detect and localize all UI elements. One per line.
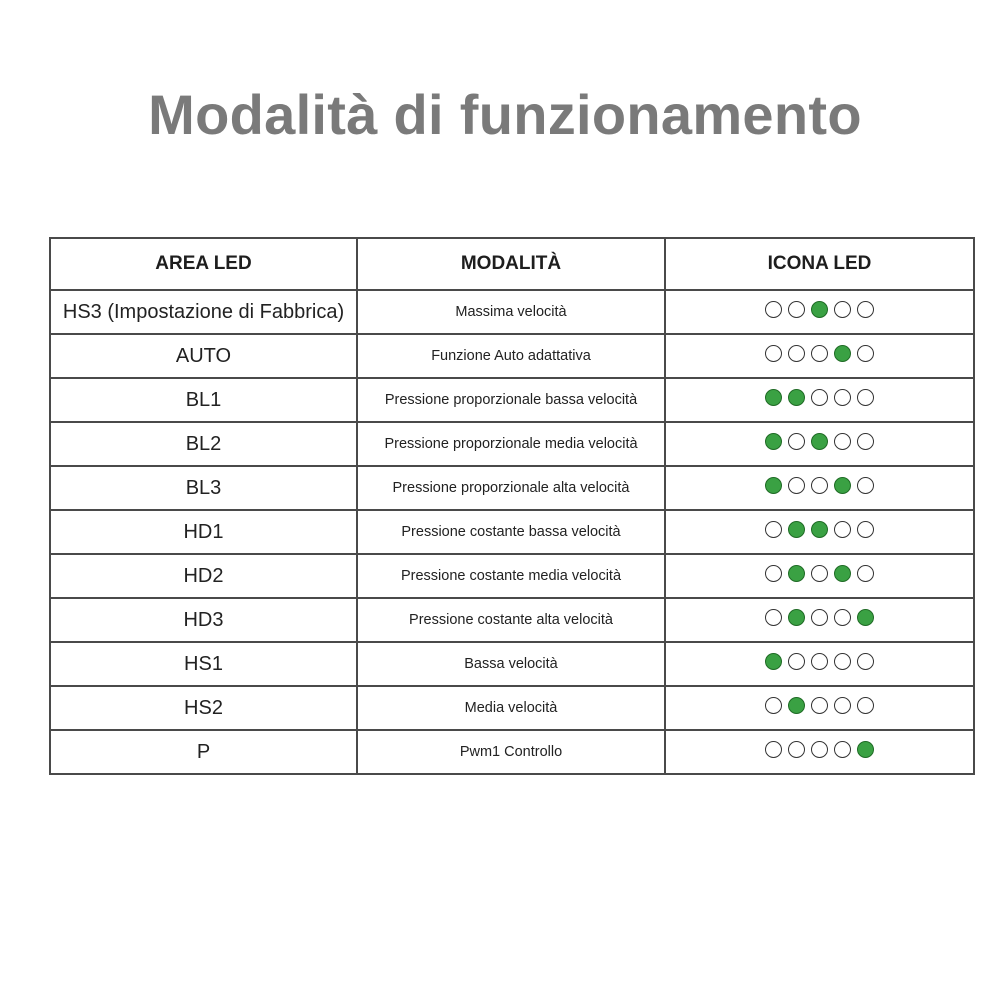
mode-cell: Pressione proporzionale media velocità: [357, 422, 665, 466]
mode-cell: Pwm1 Controllo: [357, 730, 665, 774]
led-on-icon: [788, 697, 805, 714]
led-indicator-group: [765, 697, 874, 714]
led-indicator-group: [765, 477, 874, 494]
led-off-icon: [857, 521, 874, 538]
table-row: [50, 334, 974, 378]
led-off-icon: [834, 521, 851, 538]
led-off-icon: [788, 345, 805, 362]
led-off-icon: [834, 389, 851, 406]
led-on-icon: [834, 477, 851, 494]
led-off-icon: [788, 433, 805, 450]
area-led-cell: P: [50, 730, 357, 774]
led-indicator-group: [765, 433, 874, 450]
led-icon-cell: [665, 334, 974, 378]
led-off-icon: [765, 301, 782, 318]
led-off-icon: [834, 697, 851, 714]
led-off-icon: [765, 741, 782, 758]
led-off-icon: [857, 433, 874, 450]
page-title: Modalità di funzionamento: [148, 83, 862, 146]
led-indicator-group: [765, 389, 874, 406]
led-icon-cell: [665, 290, 974, 334]
led-icon-cell: [665, 510, 974, 554]
led-on-icon: [788, 565, 805, 582]
led-off-icon: [765, 345, 782, 362]
led-on-icon: [811, 301, 828, 318]
mode-cell: Pressione proporzionale alta velocità: [357, 466, 665, 510]
operating-modes-table: [49, 237, 975, 775]
led-icon-cell: [665, 378, 974, 422]
led-off-icon: [857, 697, 874, 714]
led-on-icon: [788, 609, 805, 626]
led-indicator-group: [765, 565, 874, 582]
area-led-cell: BL2: [50, 422, 357, 466]
led-indicator-group: [765, 301, 874, 318]
table-row: [50, 730, 974, 774]
led-indicator-group: [765, 609, 874, 626]
led-on-icon: [765, 389, 782, 406]
led-off-icon: [834, 433, 851, 450]
table-row: [50, 290, 974, 334]
area-led-cell: HD3: [50, 598, 357, 642]
mode-cell: Pressione proporzionale bassa velocità: [357, 378, 665, 422]
led-off-icon: [834, 741, 851, 758]
led-on-icon: [788, 521, 805, 538]
led-off-icon: [811, 697, 828, 714]
led-off-icon: [857, 301, 874, 318]
led-off-icon: [811, 345, 828, 362]
led-icon-cell: [665, 686, 974, 730]
led-off-icon: [834, 301, 851, 318]
led-on-icon: [857, 741, 874, 758]
led-off-icon: [811, 609, 828, 626]
table-row: [50, 466, 974, 510]
led-off-icon: [811, 389, 828, 406]
mode-cell: Massima velocità: [357, 290, 665, 334]
area-led-cell: HD1: [50, 510, 357, 554]
led-on-icon: [811, 521, 828, 538]
led-on-icon: [834, 345, 851, 362]
table-row: [50, 686, 974, 730]
header-area-led: AREA LED: [50, 238, 357, 290]
mode-cell: Funzione Auto adattativa: [357, 334, 665, 378]
area-led-cell: HS1: [50, 642, 357, 686]
led-on-icon: [834, 565, 851, 582]
led-off-icon: [834, 609, 851, 626]
led-icon-cell: [665, 466, 974, 510]
led-icon-cell: [665, 598, 974, 642]
led-off-icon: [811, 565, 828, 582]
table-header-row: [50, 238, 974, 290]
led-icon-cell: [665, 422, 974, 466]
area-led-cell: AUTO: [50, 334, 357, 378]
led-off-icon: [765, 697, 782, 714]
mode-cell: Pressione costante bassa velocità: [357, 510, 665, 554]
led-off-icon: [857, 477, 874, 494]
area-led-cell: HS2: [50, 686, 357, 730]
table-row: [50, 510, 974, 554]
area-led-cell: HD2: [50, 554, 357, 598]
mode-cell: Media velocità: [357, 686, 665, 730]
led-icon-cell: [665, 730, 974, 774]
led-off-icon: [811, 653, 828, 670]
table-row: [50, 598, 974, 642]
table-row: [50, 554, 974, 598]
table-row: [50, 422, 974, 466]
mode-cell: Pressione costante alta velocità: [357, 598, 665, 642]
table-row: [50, 642, 974, 686]
led-off-icon: [857, 565, 874, 582]
led-off-icon: [788, 741, 805, 758]
table-row: [50, 378, 974, 422]
led-off-icon: [788, 653, 805, 670]
header-modalita: MODALITÀ: [357, 238, 665, 290]
led-indicator-group: [765, 345, 874, 362]
header-icona-led: ICONA LED: [665, 238, 974, 290]
led-on-icon: [765, 477, 782, 494]
led-off-icon: [765, 609, 782, 626]
mode-cell: Pressione costante media velocità: [357, 554, 665, 598]
mode-cell: Bassa velocità: [357, 642, 665, 686]
led-on-icon: [788, 389, 805, 406]
led-off-icon: [811, 477, 828, 494]
led-icon-cell: [665, 642, 974, 686]
led-off-icon: [834, 653, 851, 670]
led-indicator-group: [765, 521, 874, 538]
table-body: [50, 290, 974, 774]
led-on-icon: [811, 433, 828, 450]
led-off-icon: [857, 653, 874, 670]
led-on-icon: [765, 653, 782, 670]
led-off-icon: [788, 301, 805, 318]
led-off-icon: [765, 521, 782, 538]
led-off-icon: [788, 477, 805, 494]
led-icon-cell: [665, 554, 974, 598]
led-off-icon: [765, 565, 782, 582]
area-led-cell: HS3 (Impostazione di Fabbrica): [50, 290, 357, 334]
led-on-icon: [765, 433, 782, 450]
area-led-cell: BL1: [50, 378, 357, 422]
led-off-icon: [811, 741, 828, 758]
led-off-icon: [857, 345, 874, 362]
led-off-icon: [857, 389, 874, 406]
led-on-icon: [857, 609, 874, 626]
led-indicator-group: [765, 741, 874, 758]
area-led-cell: BL3: [50, 466, 357, 510]
led-indicator-group: [765, 653, 874, 670]
